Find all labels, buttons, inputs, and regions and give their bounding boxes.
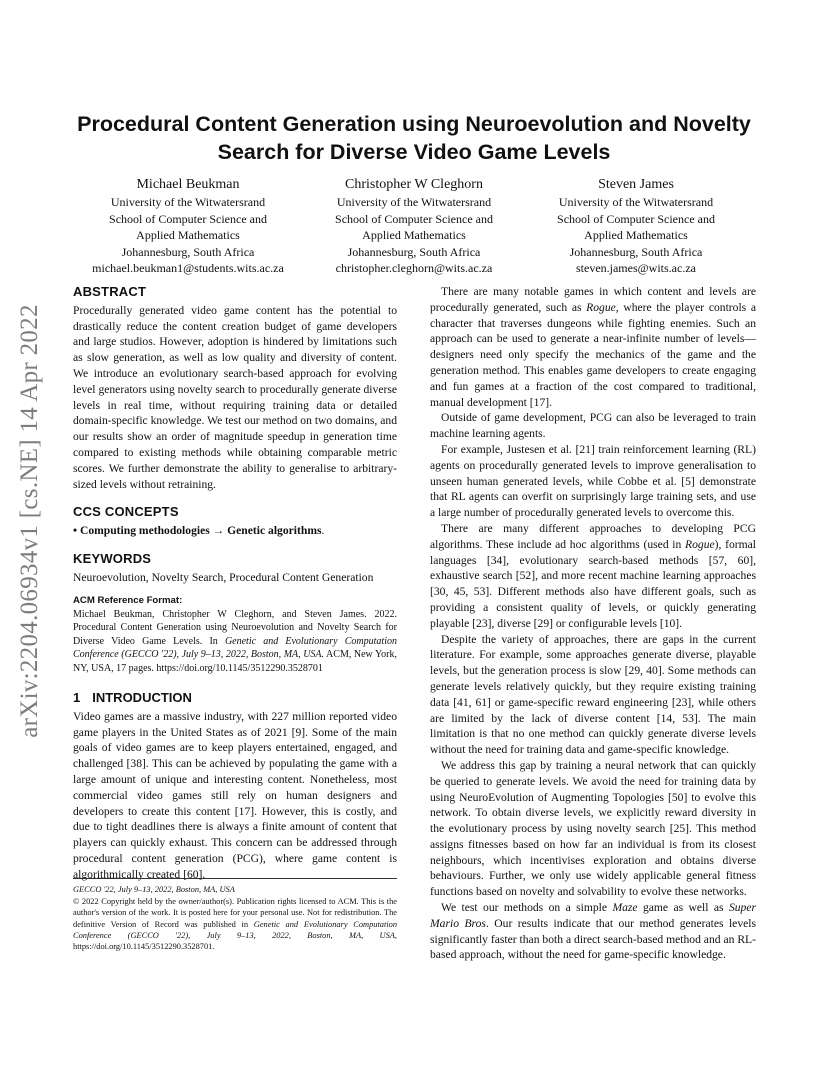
paragraph <box>430 284 756 410</box>
text-run: There are many different approaches to developing PCG algorithms. These include ad hoc algorithms (used in <box>430 521 756 551</box>
author-location: Johannesburg, South Africa <box>347 244 481 259</box>
section-title: INTRODUCTION <box>92 689 192 705</box>
author-name: Michael Beukman <box>136 177 240 192</box>
paragraph: For example, Justesen et al. [21] train reinforcement learning (RL) agents on procedurally generated levels to improve generalisation to unseen human generated levels, while Cobbe et al. [5] demonstrate that RL agents can overfit on surprisingly large training sets, and use a large number of procedurally generated levels to overcome this. <box>430 442 756 520</box>
keywords-heading: KEYWORDS <box>73 550 152 566</box>
reference-venue: Genetic and Evolutionary Computation Conference (GECCO '22), July 9–13, 2022, Boston, MA, USA. <box>73 635 397 661</box>
abstract-text: Procedurally generated video game content has the potential to drastically reduce the content creation budget of game developers and large studios. However, adoption is hindered by limitations such as slow generation, as well as low quality and diversity of content. We introduce an evolutionary search-based approach for evolving level generators using novelty search to procedurally generate diverse levels in real time, without requiring training data or detailed domain-specific knowledge. We test our method on two domains, and our results show an order of magnitude speedup in generation time compared to existing methods while obtaining comparable metric scores. We further demonstrate the ability to generalise to arbitrary-sized levels without retraining. <box>73 303 397 491</box>
left-column <box>73 284 397 883</box>
paragraph: Outside of game development, PCG can also be leveraged to train machine learning agents. <box>430 411 756 441</box>
introduction-heading <box>73 690 397 706</box>
copyright-venue: Genetic and Evolutionary Computation Conference (GECCO '22), July 9–13, 2022, Boston, MA, USA <box>73 919 398 940</box>
paragraph <box>430 900 756 963</box>
right-column <box>430 284 756 963</box>
author-email: steven.james@wits.ac.za <box>575 261 696 275</box>
paper-title: Procedural Content Generation using Neuroevolution and Novelty Search for Diverse Video Game Levels <box>77 112 751 164</box>
game-title: Super Mario Bros <box>430 901 756 930</box>
author-affiliation: University of the Witwatersrand <box>110 195 266 209</box>
text-run: There are many notable games in which content and levels are procedurally generated, such as <box>430 285 756 314</box>
paragraph: Despite the variety of approaches, there are gaps in the current literature. For example, some approaches generate diverse, playable levels, but the generation process is slow [29, 40]. Some methods can generate levels relatively quickly, but they require existing training data [41, 61] or game-specific reward engineering [23], while others are limited by the lack of diverse content [14, 53]. The main limitation is that no one method can quickly generate diverse levels without the need for training data and game-specific knowledge. <box>430 632 756 757</box>
author-affiliation: University of the Witwatersrand <box>336 195 492 209</box>
game-title: Rogue <box>685 537 715 551</box>
ccs-heading: CCS CONCEPTS <box>73 504 179 520</box>
text-run: ), formal languages [34], evolutionary search-based methods [57, 60], exhaustive search [52], and more recent machine learning approaches [30, 45, 53]. Different methods also have different goals, such as providing a consistent quality of levels, or quickly generating playable [23], diverse [29] or configurable levels [10]. <box>430 537 756 630</box>
author-2 <box>294 176 534 277</box>
game-title: Rogue <box>586 300 616 314</box>
reference-part: Michael Beukman, Christopher W Cleghorn, and Steven James. 2022. Procedural Content Generation using Neuroevolution and Novelty Search for Diverse Video Game Levels. In <box>73 608 397 647</box>
copyright-text: © 2022 Copyright held by the owner/author(s). Publication rights licensed to ACM. This is the author's version of the work. It is posted here for your personal use. Not for redistribution. The definitive Version of Record was published in <box>73 897 397 929</box>
text-run: . Our results indicate that our method generates levels significantly faster than both a direct search-based method and an RL-based approach, without the need for game-specific knowledge. <box>430 916 757 962</box>
author-location: Johannesburg, South Africa <box>569 244 703 259</box>
section-number: 1 <box>73 689 81 705</box>
author-email: christopher.cleghorn@wits.ac.za <box>335 261 493 275</box>
author-affiliation: Applied Mathematics <box>584 228 688 242</box>
paragraph: We address this gap by training a neural network that can quickly be queried to generate levels. We avoid the need for training data by using NeuroEvolution of Augmenting Topologies [50] to evolve this network. To obtain diverse levels, we explicitly reward diversity in the evolutionary process by using novelty search [25]. This method assigns fitnesses based on how far an individual is from its closest neighbours, which incentivises exploration and obtains diverse behaviours. Further, we only use widely applicable general fitness functions based on novelty and solvability to evolve these networks. <box>430 758 756 899</box>
copyright-doi: , https://doi.org/10.1145/3512290.3528701. <box>73 930 397 952</box>
author-name: Steven James <box>598 177 674 192</box>
text-run: game as well as <box>637 901 729 915</box>
game-title: Maze <box>612 901 638 915</box>
keywords-text: Neuroevolution, Novelty Search, Procedural Content Generation <box>73 570 374 584</box>
footnote-venue: GECCO '22, July 9–13, 2022, Boston, MA, USA <box>73 885 235 894</box>
author-1 <box>68 176 308 277</box>
paragraph <box>430 521 756 632</box>
acm-reference-heading: ACM Reference Format: <box>73 594 183 606</box>
arxiv-stamp-text: arXiv:2204.06934v1 [cs.NE] 14 Apr 2022 <box>16 304 43 738</box>
author-affiliation: School of Computer Science and <box>335 211 493 226</box>
acm-reference <box>73 594 397 675</box>
ccs-item: • Computing methodologies → Genetic algorithms <box>73 524 322 538</box>
introduction-paragraph: Video games are a massive industry, with 227 million reported video game players in the United States as of 2021 [9]. Some of the main goals of video games are to keep players entertained, engaged, and challenged [38]. This can be achieved by populating the game with a large amount of unique and interesting content. Nonetheless, most commercial video games still rely on human designers and developers to create this content [17]. However, this is costly, and due to tight deadlines there is always a finite amount of content that players can quickly exhaust. This concern can be addressed through procedural content generation (PCG), where game content is algorithmically created [60]. <box>73 709 397 881</box>
text-run: We test our methods on a simple <box>441 901 613 915</box>
reference-part: ACM, New York, NY, USA, 17 pages. https://doi.org/10.1145/3512290.3528701 <box>73 649 397 674</box>
footnote <box>73 878 397 952</box>
author-affiliation: Applied Mathematics <box>136 228 240 242</box>
ccs-concepts <box>73 523 397 539</box>
author-name: Christopher W Cleghorn <box>345 177 483 192</box>
author-affiliation: School of Computer Science and <box>109 211 267 226</box>
author-affiliation: Applied Mathematics <box>362 228 466 242</box>
text-run: , where the player controls a character that traverses dungeons while fighting enemies. Such an approach can be used to generate a near-infinite number of levels—designers need only specify the mechanics of the game and the generation method. This enables game developers to create engaging and fun games at a fraction of the cost compared to traditional, manual development [17]. <box>430 300 757 409</box>
author-affiliation: University of the Witwatersrand <box>558 195 714 209</box>
ccs-tail: . <box>321 524 325 538</box>
author-3 <box>516 176 756 277</box>
arxiv-stamp <box>10 286 50 756</box>
footnote-copyright <box>73 896 397 952</box>
abstract-heading: ABSTRACT <box>73 284 147 299</box>
acm-reference-text <box>73 608 397 675</box>
author-location: Johannesburg, South Africa <box>121 244 255 259</box>
author-affiliation: School of Computer Science and <box>557 211 715 226</box>
author-email: michael.beukman1@students.wits.ac.za <box>92 261 284 275</box>
